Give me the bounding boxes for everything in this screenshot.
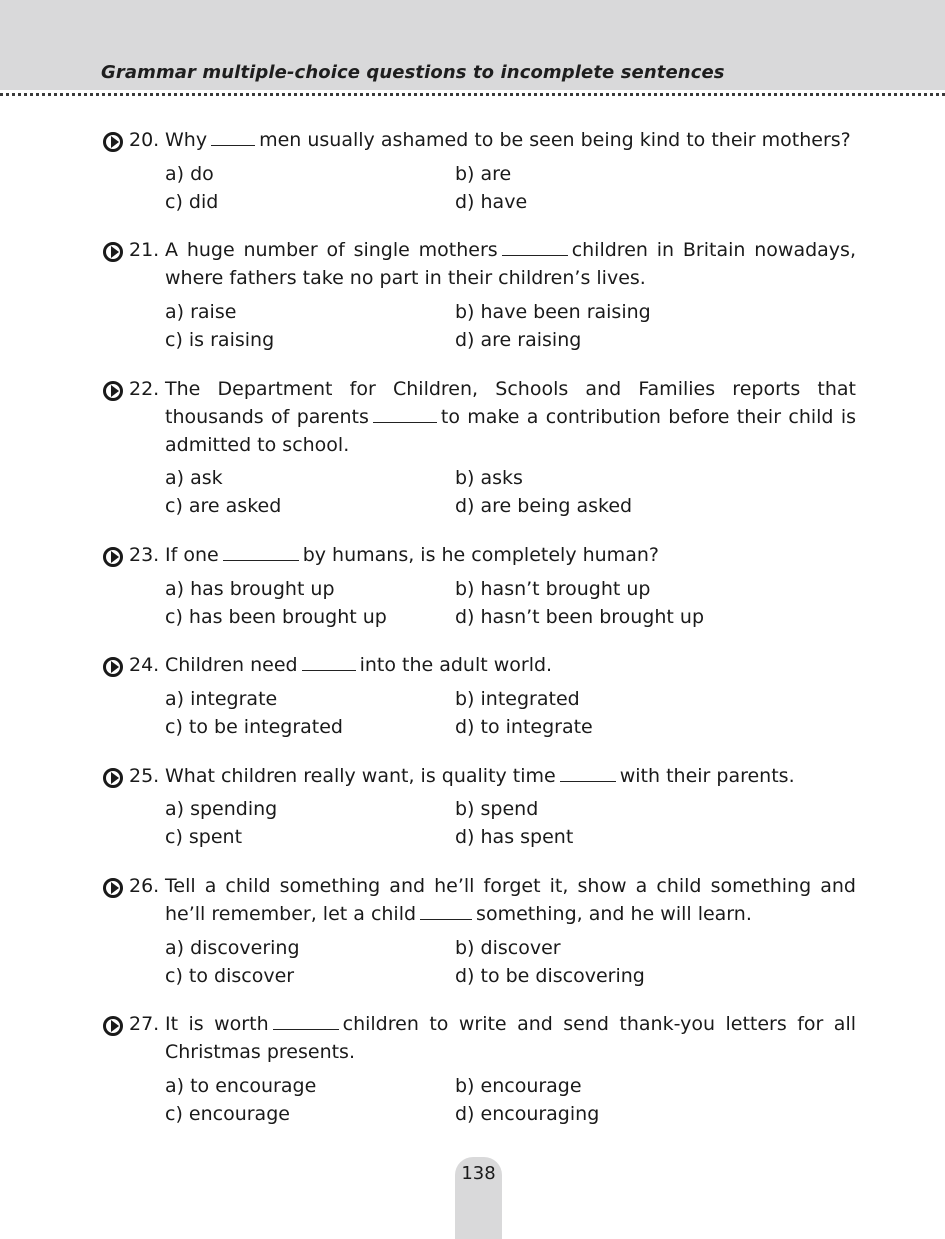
answer-blank bbox=[223, 559, 299, 561]
option-a[interactable]: a) ask bbox=[165, 467, 223, 489]
answer-blank bbox=[273, 1028, 339, 1030]
option-a[interactable]: a) do bbox=[165, 163, 214, 185]
arrow-bullet-icon bbox=[102, 767, 124, 789]
dotted-divider bbox=[0, 93, 945, 96]
question-text: If one by humans, is he completely human? bbox=[165, 544, 659, 566]
option-c[interactable]: c) did bbox=[165, 191, 219, 213]
question-number: 27. bbox=[129, 1013, 160, 1035]
option-d[interactable]: d) are being asked bbox=[455, 495, 633, 517]
question-text: What children really want, is quality time with their parents. bbox=[165, 765, 795, 787]
option-d[interactable]: d) encouraging bbox=[455, 1103, 600, 1125]
page-number: 138 bbox=[461, 1163, 496, 1184]
arrow-bullet-icon bbox=[102, 546, 124, 568]
option-d[interactable]: d) are raising bbox=[455, 329, 582, 351]
option-b[interactable]: b) encourage bbox=[455, 1075, 582, 1097]
answer-blank bbox=[373, 421, 437, 423]
question-text: Tell a child something and he’ll forget it, show a child something and he’ll remember, let a child something, and he will learn. bbox=[165, 875, 856, 925]
answer-blank bbox=[502, 254, 568, 256]
arrow-bullet-icon bbox=[102, 380, 124, 402]
question-text: Why men usually ashamed to be seen being kind to their mothers? bbox=[165, 129, 851, 151]
option-a[interactable]: a) has brought up bbox=[165, 578, 335, 600]
option-b[interactable]: b) discover bbox=[455, 937, 561, 959]
option-a[interactable]: a) spending bbox=[165, 798, 278, 820]
question-text: It is worth children to write and send thank-you letters for all Christmas presents. bbox=[165, 1013, 856, 1063]
option-a[interactable]: a) raise bbox=[165, 301, 237, 323]
option-b[interactable]: b) integrated bbox=[455, 688, 580, 710]
option-b[interactable]: b) have been raising bbox=[455, 301, 651, 323]
answer-blank bbox=[420, 918, 472, 920]
option-b[interactable]: b) are bbox=[455, 163, 512, 185]
option-b[interactable]: b) spend bbox=[455, 798, 539, 820]
answer-blank bbox=[560, 780, 616, 782]
page-heading: Grammar multiple-choice questions to incomplete sentences bbox=[101, 62, 725, 83]
option-d[interactable]: d) to integrate bbox=[455, 716, 593, 738]
option-c[interactable]: c) to discover bbox=[165, 965, 295, 987]
question-text: Children need into the adult world. bbox=[165, 654, 553, 676]
option-d[interactable]: d) hasn’t been brought up bbox=[455, 606, 705, 628]
option-d[interactable]: d) have bbox=[455, 191, 528, 213]
question-number: 22. bbox=[129, 378, 160, 400]
question-number: 25. bbox=[129, 765, 160, 787]
option-a[interactable]: a) integrate bbox=[165, 688, 278, 710]
option-a[interactable]: a) discovering bbox=[165, 937, 300, 959]
arrow-bullet-icon bbox=[102, 1015, 124, 1037]
question-number: 20. bbox=[129, 129, 160, 151]
question-number: 24. bbox=[129, 654, 160, 676]
option-b[interactable]: b) hasn’t brought up bbox=[455, 578, 651, 600]
arrow-bullet-icon bbox=[102, 131, 124, 153]
option-c[interactable]: c) spent bbox=[165, 826, 243, 848]
option-d[interactable]: d) to be discovering bbox=[455, 965, 645, 987]
answer-blank bbox=[211, 144, 255, 146]
option-a[interactable]: a) to encourage bbox=[165, 1075, 317, 1097]
question-number: 21. bbox=[129, 239, 160, 261]
option-c[interactable]: c) has been brought up bbox=[165, 606, 387, 628]
option-c[interactable]: c) to be integrated bbox=[165, 716, 343, 738]
option-b[interactable]: b) asks bbox=[455, 467, 523, 489]
option-c[interactable]: c) is raising bbox=[165, 329, 275, 351]
option-d[interactable]: d) has spent bbox=[455, 826, 574, 848]
option-c[interactable]: c) are asked bbox=[165, 495, 282, 517]
option-c[interactable]: c) encourage bbox=[165, 1103, 290, 1125]
question-number: 26. bbox=[129, 875, 160, 897]
question-text: The Department for Children, Schools and Families reports that thousands of parents to make a contribution before their child is admitted to school. bbox=[165, 378, 856, 456]
question-number: 23. bbox=[129, 544, 160, 566]
answer-blank bbox=[302, 669, 356, 671]
arrow-bullet-icon bbox=[102, 877, 124, 899]
arrow-bullet-icon bbox=[102, 656, 124, 678]
arrow-bullet-icon bbox=[102, 241, 124, 263]
question-text: A huge number of single mothers children in Britain nowadays, where fathers take no part in their children’s lives. bbox=[165, 239, 856, 289]
